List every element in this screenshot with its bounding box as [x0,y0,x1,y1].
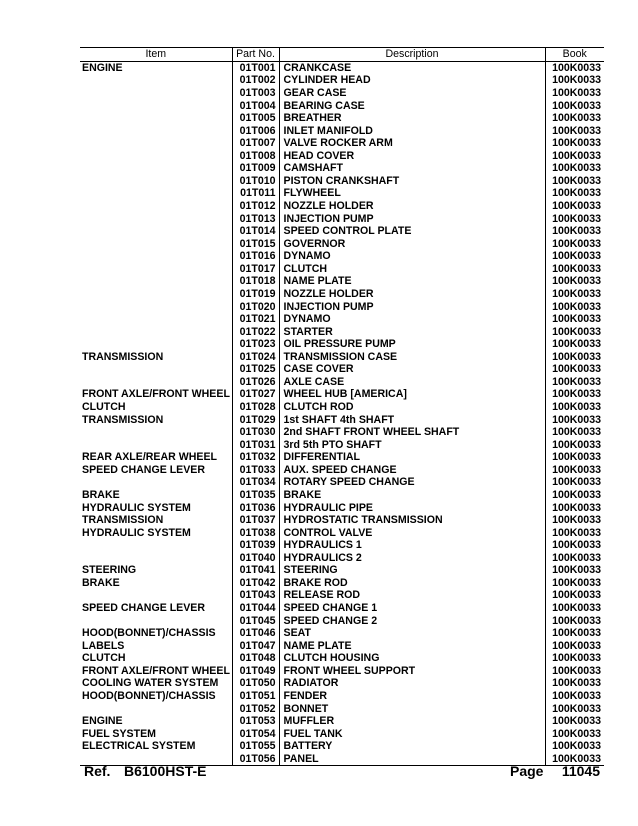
table-row [80,61,604,74]
item-cell [80,476,232,489]
part-number-cell: 01T042 [232,577,279,590]
item-cell [80,614,232,627]
page-footer [80,763,604,781]
description-cell: BRAKE [279,489,545,502]
table-row [80,87,604,100]
item-cell: FRONT AXLE/FRONT WHEEL [82,664,230,677]
table-row [80,150,604,163]
table-row [80,451,604,464]
item-cell: TRANSMISSION [82,514,164,527]
description-cell: RELEASE ROD [279,589,545,602]
description-cell: DYNAMO [279,250,545,263]
table-row [80,539,604,552]
book-cell: 100K0033 [545,627,604,640]
table-row [80,388,604,401]
description-cell: NAME PLATE [279,275,545,288]
description-column-header: Description [279,48,545,62]
table-row [80,740,604,753]
part-number-cell: 01T023 [232,338,279,351]
item-cell [80,237,232,250]
book-cell: 100K0033 [545,476,604,489]
item-cell [80,426,232,439]
description-cell: SEAT [279,627,545,640]
book-cell: 100K0033 [545,753,604,766]
item-cell: CLUTCH [82,401,126,414]
book-cell: 100K0033 [545,526,604,539]
part-number-cell: 01T024 [232,351,279,364]
book-cell: 100K0033 [545,200,604,213]
part-number-cell: 01T032 [232,451,279,464]
part-number-cell: 01T014 [232,225,279,238]
page-number: 11045 [561,763,600,779]
item-cell [80,288,232,301]
table-row [80,112,604,125]
part-number-cell: 01T027 [232,388,279,401]
item-cell: HYDRAULIC SYSTEM [82,526,191,539]
item-cell [80,363,232,376]
part-number-cell: 01T056 [232,753,279,766]
item-cell [80,99,232,112]
item-cell: ENGINE [82,61,123,74]
item-cell [80,338,232,351]
description-cell: CLUTCH ROD [279,401,545,414]
part-number-cell: 01T028 [232,401,279,414]
book-cell: 100K0033 [545,614,604,627]
part-number-column-header: Part No. [232,48,279,62]
book-cell: 100K0033 [545,212,604,225]
book-cell: 100K0033 [545,438,604,451]
table-row [80,376,604,389]
part-number-cell: 01T049 [232,665,279,678]
part-number-cell: 01T008 [232,150,279,163]
book-cell: 100K0033 [545,690,604,703]
part-number-cell: 01T047 [232,639,279,652]
table-row [80,677,604,690]
part-number-cell: 01T018 [232,275,279,288]
item-cell [80,200,232,213]
item-cell [80,212,232,225]
description-cell: 2nd SHAFT FRONT WHEEL SHAFT [279,426,545,439]
book-cell: 100K0033 [545,740,604,753]
table-row [80,225,604,238]
description-cell: HYDRAULICS 1 [279,539,545,552]
table-row [80,162,604,175]
table-row [80,476,604,489]
item-cell [80,74,232,87]
description-cell: HYDROSTATIC TRANSMISSION [279,514,545,527]
table-row [80,690,604,703]
table-row [80,263,604,276]
table-row [80,99,604,112]
item-cell [80,300,232,313]
part-number-cell: 01T002 [232,74,279,87]
part-number-cell: 01T011 [232,187,279,200]
book-cell: 100K0033 [545,426,604,439]
table-row [80,74,604,87]
book-cell: 100K0033 [545,702,604,715]
book-cell: 100K0033 [545,61,604,74]
part-number-cell: 01T001 [232,61,279,74]
description-cell: NOZZLE HOLDER [279,200,545,213]
table-row [80,300,604,313]
item-cell [80,187,232,200]
description-cell: HEAD COVER [279,150,545,163]
book-cell: 100K0033 [545,464,604,477]
book-cell: 100K0033 [545,237,604,250]
item-cell [80,137,232,150]
table-row [80,639,604,652]
part-number-cell: 01T026 [232,376,279,389]
item-cell [80,275,232,288]
part-number-cell: 01T021 [232,313,279,326]
item-cell: CLUTCH [82,652,126,665]
item-cell: LABELS [82,639,125,652]
description-cell: BRAKE ROD [279,577,545,590]
table-row [80,715,604,728]
description-cell: RADIATOR [279,677,545,690]
description-cell: NOZZLE HOLDER [279,288,545,301]
table-row [80,313,604,326]
part-number-cell: 01T050 [232,677,279,690]
book-cell: 100K0033 [545,539,604,552]
table-row [80,602,604,615]
item-cell [80,313,232,326]
book-cell: 100K0033 [545,727,604,740]
description-cell: AXLE CASE [279,376,545,389]
item-cell [80,325,232,338]
table-row [80,727,604,740]
table-row [80,426,604,439]
table-row [80,489,604,502]
book-cell: 100K0033 [545,652,604,665]
part-number-cell: 01T045 [232,614,279,627]
part-number-cell: 01T040 [232,552,279,565]
book-cell: 100K0033 [545,489,604,502]
book-cell: 100K0033 [545,313,604,326]
part-number-cell: 01T010 [232,175,279,188]
book-cell: 100K0033 [545,501,604,514]
book-cell: 100K0033 [545,325,604,338]
parts-table [80,47,604,766]
book-cell: 100K0033 [545,187,604,200]
table-row [80,564,604,577]
description-cell: CONTROL VALVE [279,526,545,539]
part-number-cell: 01T036 [232,501,279,514]
part-number-cell: 01T037 [232,514,279,527]
book-cell: 100K0033 [545,300,604,313]
description-cell: CRANKCASE [279,61,545,74]
book-cell: 100K0033 [545,112,604,125]
table-row [80,338,604,351]
item-cell [80,376,232,389]
part-number-cell: 01T043 [232,589,279,602]
description-cell: MUFFLER [279,715,545,728]
description-cell: CLUTCH [279,263,545,276]
description-cell: VALVE ROCKER ARM [279,137,545,150]
description-cell: PANEL [279,753,545,766]
description-cell: INLET MANIFOLD [279,124,545,137]
part-number-cell: 01T038 [232,526,279,539]
table-row [80,627,604,640]
part-number-cell: 01T005 [232,112,279,125]
book-cell: 100K0033 [545,451,604,464]
table-row [80,124,604,137]
item-cell: TRANSMISSION [82,413,164,426]
book-cell: 100K0033 [545,124,604,137]
item-cell: BRAKE [82,576,120,589]
description-cell: BATTERY [279,740,545,753]
description-cell: CAMSHAFT [279,162,545,175]
model-code: B6100HST-E [124,763,207,779]
book-cell: 100K0033 [545,74,604,87]
book-cell: 100K0033 [545,564,604,577]
book-cell: 100K0033 [545,715,604,728]
part-number-cell: 01T034 [232,476,279,489]
description-cell: STEERING [279,564,545,577]
description-cell: SPEED CHANGE 2 [279,614,545,627]
item-cell [80,175,232,188]
book-cell: 100K0033 [545,677,604,690]
item-cell [80,552,232,565]
item-cell [80,150,232,163]
description-cell: GOVERNOR [279,237,545,250]
table-row [80,212,604,225]
book-cell: 100K0033 [545,552,604,565]
table-row [80,438,604,451]
description-cell: HYDRAULIC PIPE [279,501,545,514]
part-number-cell: 01T020 [232,300,279,313]
part-number-cell: 01T031 [232,438,279,451]
item-cell [80,539,232,552]
part-number-cell: 01T039 [232,539,279,552]
part-number-cell: 01T029 [232,413,279,426]
book-cell: 100K0033 [545,401,604,414]
table-row [80,614,604,627]
description-cell: SPEED CONTROL PLATE [279,225,545,238]
book-cell: 100K0033 [545,137,604,150]
description-cell: FUEL TANK [279,727,545,740]
book-cell: 100K0033 [545,263,604,276]
book-cell: 100K0033 [545,162,604,175]
part-number-cell: 01T053 [232,715,279,728]
table-header-row [80,48,604,62]
part-number-cell: 01T022 [232,325,279,338]
part-number-cell: 01T006 [232,124,279,137]
part-number-cell: 01T003 [232,87,279,100]
table-row [80,401,604,414]
item-cell: ELECTRICAL SYSTEM [82,740,196,753]
part-number-cell: 01T015 [232,237,279,250]
book-cell: 100K0033 [545,589,604,602]
description-cell: INJECTION PUMP [279,212,545,225]
book-cell: 100K0033 [545,639,604,652]
book-cell: 100K0033 [545,577,604,590]
book-cell: 100K0033 [545,175,604,188]
book-cell: 100K0033 [545,87,604,100]
description-cell: BEARING CASE [279,99,545,112]
book-cell: 100K0033 [545,351,604,364]
item-cell: COOLING WATER SYSTEM [82,677,219,690]
description-cell: PISTON CRANKSHAFT [279,175,545,188]
book-cell: 100K0033 [545,288,604,301]
item-cell [80,589,232,602]
item-cell: HOOD(BONNET)/CHASSIS [82,627,216,640]
description-cell: CLUTCH HOUSING [279,652,545,665]
table-row [80,137,604,150]
part-number-cell: 01T017 [232,263,279,276]
part-number-cell: 01T041 [232,564,279,577]
description-cell: 1st SHAFT 4th SHAFT [279,413,545,426]
parts-index-sheet [80,47,604,766]
description-cell: OIL PRESSURE PUMP [279,338,545,351]
table-row [80,275,604,288]
part-number-cell: 01T009 [232,162,279,175]
part-number-cell: 01T033 [232,464,279,477]
item-cell [80,112,232,125]
description-cell: AUX. SPEED CHANGE [279,464,545,477]
description-cell: CYLINDER HEAD [279,74,545,87]
item-cell [80,438,232,451]
part-number-cell: 01T007 [232,137,279,150]
ref-label: Ref. [84,763,111,779]
book-cell: 100K0033 [545,250,604,263]
description-cell: BONNET [279,702,545,715]
description-cell: FRONT WHEEL SUPPORT [279,665,545,678]
table-row [80,325,604,338]
table-row [80,665,604,678]
description-cell: NAME PLATE [279,639,545,652]
item-cell: BRAKE [82,488,120,501]
book-cell: 100K0033 [545,225,604,238]
table-row [80,526,604,539]
book-cell: 100K0033 [545,275,604,288]
description-cell: DYNAMO [279,313,545,326]
part-number-cell: 01T013 [232,212,279,225]
item-column-header: Item [80,48,232,62]
item-cell: SPEED CHANGE LEVER [82,463,206,476]
book-cell: 100K0033 [545,363,604,376]
book-cell: 100K0033 [545,514,604,527]
description-cell: SPEED CHANGE 1 [279,602,545,615]
item-cell: STEERING [82,564,137,577]
item-cell [80,225,232,238]
part-number-cell: 01T004 [232,99,279,112]
description-cell: GEAR CASE [279,87,545,100]
table-row [80,514,604,527]
description-cell: INJECTION PUMP [279,300,545,313]
item-cell: SPEED CHANGE LEVER [82,602,206,615]
table-row [80,652,604,665]
part-number-cell: 01T025 [232,363,279,376]
table-row [80,250,604,263]
table-row [80,501,604,514]
part-number-cell: 01T051 [232,690,279,703]
item-cell: FUEL SYSTEM [82,727,156,740]
book-cell: 100K0033 [545,388,604,401]
table-row [80,288,604,301]
table-body [80,61,604,766]
table-row [80,175,604,188]
part-number-cell: 01T012 [232,200,279,213]
part-number-cell: 01T052 [232,702,279,715]
part-number-cell: 01T044 [232,602,279,615]
table-row [80,552,604,565]
book-cell: 100K0033 [545,150,604,163]
table-row [80,577,604,590]
part-number-cell: 01T055 [232,740,279,753]
part-number-cell: 01T030 [232,426,279,439]
item-cell: FRONT AXLE/FRONT WHEEL [82,388,230,401]
book-cell: 100K0033 [545,665,604,678]
item-cell [80,702,232,715]
part-number-cell: 01T019 [232,288,279,301]
table-row [80,187,604,200]
description-cell: 3rd 5th PTO SHAFT [279,438,545,451]
book-column-header: Book [545,48,604,62]
part-number-cell: 01T046 [232,627,279,640]
item-cell [80,87,232,100]
table-row [80,200,604,213]
page-label: Page [510,763,544,779]
description-cell: STARTER [279,325,545,338]
item-cell: REAR AXLE/REAR WHEEL [82,451,217,464]
part-number-cell: 01T048 [232,652,279,665]
table-row [80,589,604,602]
table-row [80,702,604,715]
table-row [80,363,604,376]
part-number-cell: 01T016 [232,250,279,263]
table-row [80,237,604,250]
book-cell: 100K0033 [545,338,604,351]
description-cell: DIFFERENTIAL [279,451,545,464]
description-cell: HYDRAULICS 2 [279,552,545,565]
item-cell: HYDRAULIC SYSTEM [82,501,191,514]
description-cell: WHEEL HUB [AMERICA] [279,388,545,401]
book-cell: 100K0033 [545,99,604,112]
description-cell: CASE COVER [279,363,545,376]
book-cell: 100K0033 [545,602,604,615]
table-row [80,464,604,477]
book-cell: 100K0033 [545,376,604,389]
item-cell [80,124,232,137]
item-cell [80,162,232,175]
book-cell: 100K0033 [545,413,604,426]
description-cell: FENDER [279,690,545,703]
item-cell: HOOD(BONNET)/CHASSIS [82,689,216,702]
item-cell [80,263,232,276]
part-number-cell: 01T035 [232,489,279,502]
item-cell: TRANSMISSION [82,350,164,363]
description-cell: TRANSMISSION CASE [279,351,545,364]
part-number-cell: 01T054 [232,727,279,740]
table-row [80,413,604,426]
table-row [80,351,604,364]
description-cell: BREATHER [279,112,545,125]
description-cell: ROTARY SPEED CHANGE [279,476,545,489]
item-cell [80,250,232,263]
description-cell: FLYWHEEL [279,187,545,200]
item-cell: ENGINE [82,715,123,728]
